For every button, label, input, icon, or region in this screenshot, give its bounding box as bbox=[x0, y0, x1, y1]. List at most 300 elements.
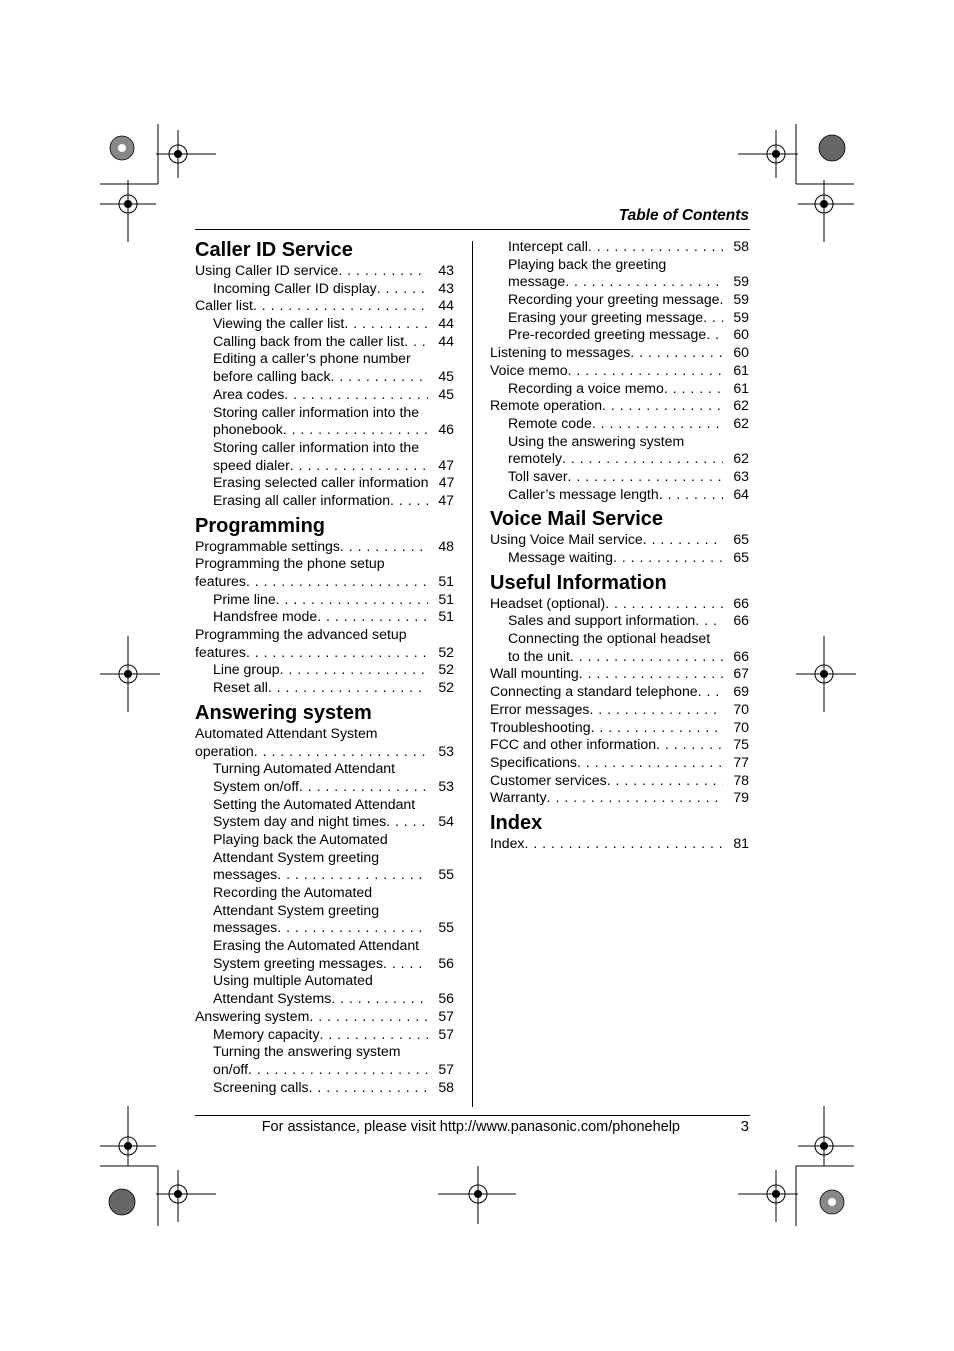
toc-entry-label: Attendant System greeting bbox=[213, 848, 380, 865]
toc-leader-dots bbox=[340, 538, 428, 556]
registration-mark-bottom-center bbox=[436, 1164, 520, 1228]
toc-entry-label: Listening to messages bbox=[490, 344, 631, 361]
toc-leader-dots bbox=[607, 772, 723, 790]
registration-mark-top-left bbox=[96, 120, 226, 250]
toc-entry-page: 66 bbox=[733, 612, 749, 629]
toc-entry[interactable] bbox=[195, 796, 454, 814]
toc-entry-page: 58 bbox=[438, 1078, 454, 1095]
toc-entry-page bbox=[428, 760, 454, 778]
section-title: Voice Mail Service bbox=[490, 508, 664, 531]
toc-entry-label: Using Caller ID service bbox=[195, 262, 339, 278]
toc-entry-page: 57 bbox=[438, 1060, 454, 1077]
toc-leader-dots bbox=[283, 421, 428, 439]
toc-entry[interactable] bbox=[490, 273, 749, 291]
toc-entry[interactable] bbox=[490, 486, 749, 504]
toc-leader-dots bbox=[562, 450, 723, 468]
toc-leader-dots bbox=[592, 415, 723, 433]
toc-entry-page bbox=[428, 849, 454, 867]
toc-leader-dots bbox=[290, 457, 428, 475]
toc-entry-label: Recording a voice memo bbox=[508, 379, 664, 396]
toc-entry-page: 48 bbox=[438, 537, 454, 554]
toc-entry[interactable] bbox=[195, 849, 454, 867]
toc-entry-page: 58 bbox=[733, 238, 749, 254]
toc-entry[interactable] bbox=[490, 256, 749, 274]
toc-entry[interactable] bbox=[195, 1008, 454, 1026]
toc-entry-page: 44 bbox=[438, 315, 454, 332]
toc-entry-label: messages bbox=[213, 919, 278, 936]
toc-entry-label: Attendant System greeting bbox=[213, 901, 380, 918]
toc-entry[interactable] bbox=[195, 555, 454, 573]
toc-entry[interactable] bbox=[195, 644, 454, 662]
toc-entry-label: message bbox=[508, 273, 566, 290]
toc-entry[interactable] bbox=[195, 902, 454, 920]
registration-mark-mid-left bbox=[96, 634, 166, 714]
toc-entry-page: 47 bbox=[438, 474, 455, 491]
toc-entry-label: Pre-recorded greeting message bbox=[508, 326, 707, 343]
toc-entry[interactable] bbox=[490, 772, 749, 790]
toc-leader-dots bbox=[415, 796, 428, 814]
toc-entry-label: Turning the answering system bbox=[213, 1043, 401, 1060]
toc-leader-dots bbox=[277, 866, 428, 884]
toc-entry-label: Intercept call bbox=[508, 238, 588, 254]
toc-entry-label: messages bbox=[213, 866, 278, 883]
toc-entry[interactable] bbox=[490, 736, 749, 754]
toc-entry-page: 70 bbox=[733, 700, 749, 717]
toc-entry[interactable] bbox=[490, 701, 749, 719]
toc-leader-dots bbox=[253, 297, 428, 315]
toc-entry[interactable] bbox=[195, 972, 454, 990]
toc-leader-dots bbox=[317, 608, 428, 626]
toc-entry-page: 79 bbox=[733, 789, 749, 806]
toc-leader-dots bbox=[373, 972, 428, 990]
toc-entry[interactable] bbox=[490, 683, 749, 701]
toc-entry-label: Incoming Caller ID display bbox=[213, 279, 377, 296]
toc-leader-dots bbox=[379, 849, 428, 867]
toc-leader-dots bbox=[277, 919, 428, 937]
toc-entry[interactable] bbox=[490, 612, 749, 630]
toc-leader-dots bbox=[706, 326, 723, 344]
toc-entry-page: 57 bbox=[438, 1025, 454, 1042]
toc-entry[interactable] bbox=[195, 831, 454, 849]
toc-entry[interactable] bbox=[490, 531, 749, 549]
toc-entry-page: 65 bbox=[733, 531, 749, 548]
toc-entry-label: Handsfree mode bbox=[213, 608, 318, 625]
toc-entry-label: Memory capacity bbox=[213, 1025, 320, 1042]
toc-entry[interactable] bbox=[195, 297, 454, 315]
toc-leader-dots bbox=[659, 486, 723, 504]
toc-entry-label: Answering system bbox=[195, 1007, 310, 1024]
toc-entry[interactable] bbox=[490, 595, 749, 613]
toc-entry-page: 51 bbox=[438, 590, 454, 607]
toc-entry-page: 43 bbox=[438, 262, 454, 278]
toc-right-column bbox=[490, 238, 749, 853]
toc-leader-dots bbox=[630, 344, 723, 362]
toc-leader-dots bbox=[684, 433, 723, 451]
toc-entry[interactable] bbox=[490, 397, 749, 415]
toc-leader-dots bbox=[377, 280, 428, 298]
toc-entry-page bbox=[428, 902, 454, 920]
toc-leader-dots bbox=[656, 736, 723, 754]
toc-entry-label: Calling back from the caller list bbox=[213, 332, 405, 349]
toc-leader-dots bbox=[703, 309, 723, 327]
toc-leader-dots bbox=[666, 256, 723, 274]
toc-entry-page bbox=[428, 404, 454, 422]
toc-entry-page: 44 bbox=[438, 332, 454, 349]
toc-entry[interactable] bbox=[195, 333, 454, 351]
toc-entry-page bbox=[428, 1043, 454, 1061]
toc-entry-page: 54 bbox=[438, 813, 454, 830]
toc-entry-page: 63 bbox=[733, 467, 749, 484]
toc-entry[interactable] bbox=[490, 630, 749, 648]
toc-entry-label: Setting the Automated Attendant bbox=[213, 795, 416, 812]
toc-entry[interactable] bbox=[195, 573, 454, 591]
toc-entry-label: Customer services bbox=[490, 771, 607, 788]
toc-leader-dots bbox=[385, 555, 428, 573]
toc-entry-label: Erasing all caller information bbox=[213, 491, 391, 508]
toc-entry-page: 45 bbox=[438, 368, 454, 385]
toc-entry[interactable] bbox=[490, 549, 749, 567]
toc-entry[interactable] bbox=[195, 866, 454, 884]
toc-entry-label: remotely bbox=[508, 450, 563, 467]
toc-leader-dots bbox=[309, 1008, 428, 1026]
toc-entry-label: before calling back bbox=[213, 368, 331, 385]
toc-leader-dots bbox=[276, 591, 428, 609]
toc-leader-dots bbox=[664, 380, 723, 398]
toc-leader-dots bbox=[383, 955, 428, 973]
registration-mark-mid-right bbox=[792, 634, 862, 714]
toc-leader-dots bbox=[246, 644, 428, 662]
toc-leader-dots bbox=[695, 612, 723, 630]
toc-entry[interactable] bbox=[195, 813, 454, 831]
toc-entry[interactable] bbox=[195, 386, 454, 404]
toc-entry[interactable] bbox=[195, 1079, 454, 1097]
toc-entry-page: 55 bbox=[438, 919, 454, 936]
toc-entry-label: Viewing the caller list bbox=[213, 315, 345, 332]
toc-entry-label: Programming the phone setup bbox=[195, 555, 385, 572]
footer-assistance-text: For assistance, please visit http://www.panasonic.com/phonehelp bbox=[261, 1119, 680, 1135]
toc-entry[interactable] bbox=[195, 538, 454, 556]
section-title: Index bbox=[490, 811, 543, 834]
toc-entry[interactable] bbox=[195, 743, 454, 761]
toc-entry-page: 66 bbox=[733, 647, 749, 664]
toc-leader-dots bbox=[331, 368, 428, 386]
toc-entry-label: Recording the Automated bbox=[213, 884, 373, 900]
toc-entry-page bbox=[428, 350, 454, 368]
toc-entry[interactable] bbox=[195, 1061, 454, 1079]
toc-entry-page: 77 bbox=[733, 753, 749, 770]
toc-entry[interactable] bbox=[490, 789, 749, 807]
toc-entry-label: Storing caller information into the bbox=[213, 438, 420, 455]
toc-entry[interactable] bbox=[490, 291, 749, 309]
toc-entry-label: Erasing the Automated Attendant bbox=[213, 937, 420, 954]
toc-entry-label: System on/off bbox=[213, 777, 299, 794]
toc-entry[interactable] bbox=[195, 626, 454, 644]
toc-entry-page: 51 bbox=[438, 608, 454, 625]
toc-entry-page: 45 bbox=[438, 385, 454, 402]
toc-entry-page bbox=[428, 555, 454, 573]
toc-entry-page: 52 bbox=[438, 643, 454, 660]
toc-entry-label: Using Voice Mail service bbox=[490, 531, 643, 548]
toc-entry-label: Programming the advanced setup bbox=[195, 626, 407, 643]
toc-entry-page bbox=[428, 626, 454, 644]
toc-entry[interactable] bbox=[195, 368, 454, 386]
toc-entry[interactable] bbox=[490, 326, 749, 344]
toc-entry-label: Sales and support information bbox=[508, 612, 696, 629]
toc-entry-page bbox=[723, 630, 749, 648]
toc-entry-page: 56 bbox=[438, 990, 454, 1007]
toc-entry[interactable] bbox=[490, 238, 749, 256]
page-number: 3 bbox=[740, 1118, 749, 1135]
toc-entry[interactable] bbox=[195, 760, 454, 778]
toc-entry-page bbox=[428, 937, 454, 955]
toc-entry-label: System greeting messages bbox=[213, 954, 383, 971]
toc-entry[interactable] bbox=[195, 955, 454, 973]
toc-entry[interactable] bbox=[195, 280, 454, 298]
toc-entry-label: Headset (optional) bbox=[490, 594, 606, 611]
toc-entry-label: Programmable settings bbox=[195, 537, 340, 554]
toc-entry[interactable] bbox=[195, 884, 454, 902]
toc-leader-dots bbox=[613, 549, 723, 567]
toc-entry-page: 62 bbox=[733, 397, 749, 414]
toc-entry[interactable] bbox=[195, 725, 454, 743]
toc-leader-dots bbox=[710, 630, 723, 648]
toc-leader-dots bbox=[331, 990, 428, 1008]
toc-entry-label: Index bbox=[490, 834, 525, 851]
toc-leader-dots bbox=[386, 813, 428, 831]
toc-entry-label: Automated Attendant System bbox=[195, 724, 378, 741]
toc-entry-label: Caller list bbox=[195, 297, 253, 314]
toc-entry-label: Caller’s message length bbox=[508, 485, 659, 502]
toc-entry[interactable] bbox=[195, 315, 454, 333]
toc-entry-label: Wall mounting bbox=[490, 665, 579, 682]
toc-leader-dots bbox=[299, 778, 428, 796]
toc-entry-label: Connecting the optional headset bbox=[508, 630, 711, 647]
toc-entry-label: Toll saver bbox=[508, 467, 568, 484]
toc-entry[interactable] bbox=[490, 309, 749, 327]
toc-entry-label: Area codes bbox=[213, 385, 285, 402]
toc-entry[interactable] bbox=[490, 648, 749, 666]
toc-entry-page: 78 bbox=[733, 771, 749, 788]
toc-entry-page: 62 bbox=[733, 414, 749, 431]
toc-entry-label: Recording your greeting message bbox=[508, 291, 720, 308]
toc-leader-dots bbox=[254, 743, 428, 761]
toc-entry-label: Erasing your greeting message bbox=[508, 308, 704, 325]
toc-entry[interactable] bbox=[490, 754, 749, 772]
toc-entry-label: Line group bbox=[213, 661, 280, 678]
toc-entry[interactable] bbox=[195, 1026, 454, 1044]
toc-entry-label: on/off bbox=[213, 1060, 249, 1077]
toc-entry-label: Message waiting bbox=[508, 549, 613, 565]
section-title: Useful Information bbox=[490, 571, 667, 594]
toc-entry-page bbox=[428, 831, 454, 849]
toc-entry-page: 65 bbox=[733, 549, 749, 565]
toc-entry-page: 47 bbox=[438, 456, 454, 473]
toc-leader-dots bbox=[602, 397, 723, 415]
toc-entry-page: 81 bbox=[733, 834, 749, 851]
toc-entry-page: 52 bbox=[438, 661, 454, 678]
toc-entry[interactable] bbox=[490, 468, 749, 486]
toc-entry[interactable] bbox=[195, 661, 454, 679]
toc-entry-page bbox=[428, 725, 454, 743]
toc-entry-page: 61 bbox=[733, 379, 749, 396]
toc-entry-label: Specifications bbox=[490, 753, 577, 770]
toc-entry-label: Remote operation bbox=[490, 397, 603, 414]
toc-leader-dots bbox=[419, 439, 428, 457]
toc-entry-label: Storing caller information into the bbox=[213, 403, 420, 420]
toc-leader-dots bbox=[419, 404, 428, 422]
toc-entry[interactable] bbox=[490, 380, 749, 398]
toc-entry-page: 67 bbox=[733, 665, 749, 682]
toc-leader-dots bbox=[390, 492, 428, 510]
toc-entry-label: Reset all bbox=[213, 679, 268, 696]
toc-entry-page: 59 bbox=[733, 291, 749, 308]
toc-entry-page: 55 bbox=[438, 866, 454, 883]
toc-entry-page bbox=[428, 796, 454, 814]
toc-entry-page: 51 bbox=[438, 573, 454, 589]
toc-entry[interactable] bbox=[195, 1043, 454, 1061]
toc-leader-dots bbox=[379, 902, 428, 920]
toc-leader-dots bbox=[568, 362, 723, 380]
toc-leader-dots bbox=[591, 719, 723, 737]
toc-entry-page: 59 bbox=[733, 273, 749, 290]
toc-entry[interactable] bbox=[195, 608, 454, 626]
toc-entry-label: Prime line bbox=[213, 590, 276, 607]
toc-entry[interactable] bbox=[490, 719, 749, 737]
column-divider bbox=[472, 241, 473, 1107]
toc-entry-label: phonebook bbox=[213, 421, 283, 438]
toc-leader-dots bbox=[643, 531, 723, 549]
toc-entry-page: 43 bbox=[438, 279, 454, 296]
toc-entry-label: Using the answering system bbox=[508, 432, 685, 449]
section-title: Programming bbox=[195, 514, 326, 537]
toc-left-column bbox=[195, 238, 454, 1096]
toc-leader-dots bbox=[404, 333, 428, 351]
toc-leader-dots bbox=[309, 1079, 428, 1097]
toc-leader-dots bbox=[407, 626, 428, 644]
toc-leader-dots bbox=[320, 1026, 428, 1044]
toc-entry-page: 46 bbox=[438, 421, 454, 438]
toc-entry-label: Screening calls bbox=[213, 1078, 309, 1095]
toc-entry-label: features bbox=[195, 643, 246, 660]
page-header-title: Table of Contents bbox=[618, 207, 749, 224]
toc-leader-dots bbox=[524, 835, 723, 853]
toc-entry-label: Turning Automated Attendant bbox=[213, 760, 396, 777]
toc-leader-dots bbox=[280, 661, 428, 679]
toc-entry[interactable] bbox=[195, 990, 454, 1008]
toc-entry[interactable] bbox=[490, 433, 749, 451]
toc-entry[interactable] bbox=[490, 344, 749, 362]
toc-entry-label: Playing back the greeting bbox=[508, 255, 667, 272]
toc-entry-page: 56 bbox=[438, 954, 454, 971]
toc-leader-dots bbox=[579, 665, 723, 683]
toc-entry-page: 69 bbox=[733, 683, 749, 700]
toc-entry-label: System day and night times bbox=[213, 813, 387, 830]
toc-leader-dots bbox=[419, 937, 428, 955]
toc-entry-page: 60 bbox=[733, 326, 749, 343]
section-title: Answering system bbox=[195, 701, 372, 724]
registration-mark-bottom-right bbox=[734, 1104, 864, 1230]
toc-entry[interactable] bbox=[195, 778, 454, 796]
registration-mark-top-right bbox=[734, 120, 864, 250]
toc-entry-page: 53 bbox=[438, 777, 454, 794]
toc-entry-label: to the unit bbox=[508, 647, 570, 664]
toc-entry[interactable] bbox=[195, 262, 454, 280]
toc-entry-page: 47 bbox=[438, 491, 454, 508]
toc-entry[interactable] bbox=[195, 350, 454, 368]
toc-entry-label: Attendant Systems bbox=[213, 990, 332, 1007]
footer-rule bbox=[195, 1115, 750, 1116]
toc-entry-page: 75 bbox=[733, 736, 749, 753]
toc-leader-dots bbox=[589, 701, 723, 719]
toc-entry-label: FCC and other information bbox=[490, 736, 657, 753]
toc-entry[interactable] bbox=[490, 415, 749, 433]
toc-entry-page bbox=[428, 972, 454, 990]
toc-entry[interactable] bbox=[195, 591, 454, 609]
toc-entry[interactable] bbox=[490, 665, 749, 683]
toc-leader-dots bbox=[268, 679, 428, 697]
section-title: Caller ID Service bbox=[195, 239, 353, 261]
toc-leader-dots bbox=[565, 273, 723, 291]
toc-entry-page bbox=[723, 256, 749, 274]
toc-leader-dots bbox=[372, 884, 428, 902]
toc-entry-label: Troubleshooting bbox=[490, 718, 591, 735]
toc-leader-dots bbox=[568, 468, 723, 486]
toc-entry-label: Using multiple Automated bbox=[213, 972, 373, 989]
toc-entry-label: operation bbox=[195, 742, 254, 759]
toc-leader-dots bbox=[605, 595, 723, 613]
toc-entry-label: Warranty bbox=[490, 789, 547, 806]
toc-leader-dots bbox=[284, 386, 428, 404]
toc-entry-page bbox=[428, 884, 454, 902]
toc-leader-dots bbox=[338, 262, 428, 280]
toc-entry-label: Error messages bbox=[490, 700, 590, 717]
toc-entry[interactable] bbox=[195, 474, 454, 492]
toc-entry[interactable] bbox=[490, 362, 749, 380]
toc-entry-label: Voice memo bbox=[490, 361, 568, 378]
toc-leader-dots bbox=[246, 573, 428, 591]
toc-leader-dots bbox=[698, 683, 723, 701]
toc-entry-label: Playing back the Automated bbox=[213, 830, 388, 847]
toc-entry[interactable] bbox=[195, 492, 454, 510]
toc-leader-dots bbox=[248, 1061, 428, 1079]
toc-entry[interactable] bbox=[195, 457, 454, 475]
toc-entry-label: features bbox=[195, 573, 246, 589]
toc-leader-dots bbox=[395, 760, 428, 778]
toc-entry[interactable] bbox=[195, 919, 454, 937]
toc-entry[interactable] bbox=[490, 835, 749, 853]
toc-entry-page bbox=[428, 439, 454, 457]
toc-entry-page: 44 bbox=[438, 297, 454, 314]
toc-entry[interactable] bbox=[195, 421, 454, 439]
toc-leader-dots bbox=[577, 754, 723, 772]
toc-entry[interactable] bbox=[195, 404, 454, 422]
toc-entry[interactable] bbox=[195, 937, 454, 955]
toc-entry-page: 53 bbox=[438, 742, 454, 759]
toc-leader-dots bbox=[388, 831, 428, 849]
toc-leader-dots bbox=[378, 725, 428, 743]
toc-entry-label: speed dialer bbox=[213, 456, 290, 473]
toc-entry-page: 62 bbox=[733, 450, 749, 467]
toc-entry[interactable] bbox=[195, 439, 454, 457]
toc-entry-page: 66 bbox=[733, 594, 749, 611]
header-rule bbox=[195, 229, 750, 230]
toc-entry[interactable] bbox=[195, 679, 454, 697]
toc-entry[interactable] bbox=[490, 450, 749, 468]
toc-leader-dots bbox=[570, 648, 723, 666]
toc-entry-label: Erasing selected caller information bbox=[213, 474, 429, 491]
toc-entry-page: 61 bbox=[733, 361, 749, 378]
toc-entry-label: Editing a caller’s phone number bbox=[213, 350, 411, 367]
